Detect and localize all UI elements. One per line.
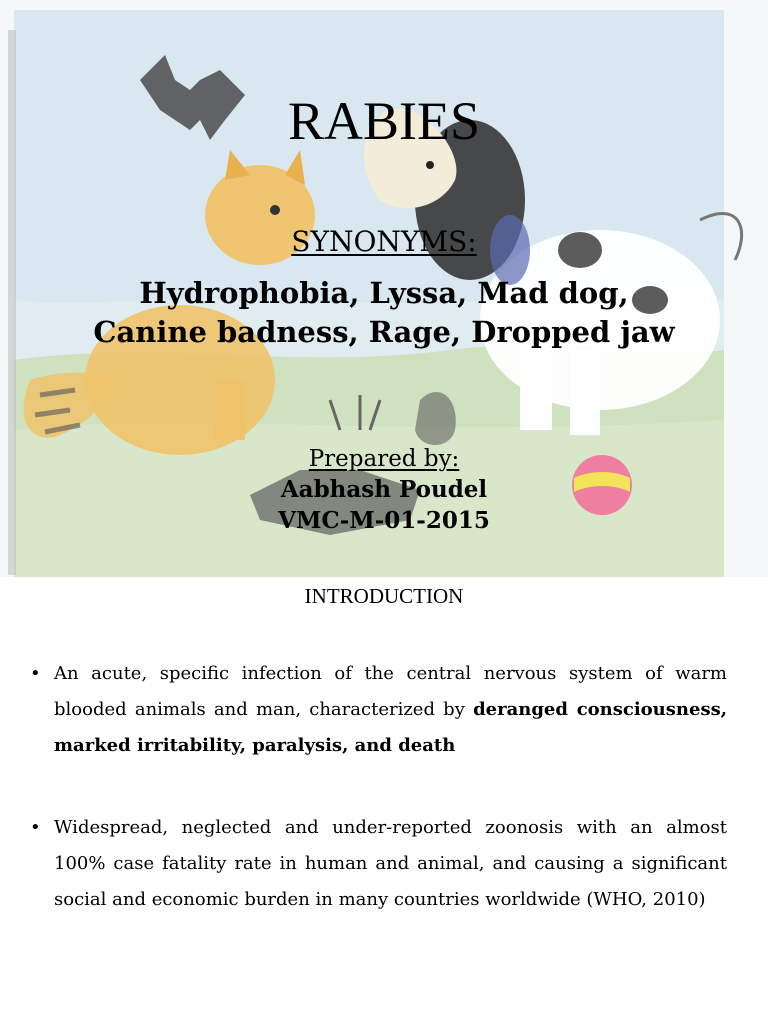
prepared-by-label: Prepared by: [308,446,460,472]
introduction-heading: INTRODUCTION [304,584,464,608]
list-item [30,656,727,764]
synonyms-line-1: Hydrophobia, Lyssa, Mad dog, [139,276,629,310]
bullet-text: An acute, specific infection of the central nervous system of warm blooded animals and man, characterized by [54,663,727,720]
bullet-bold-text: deranged consciousness, marked irritability, paralysis, and death [54,699,727,756]
bullet-icon: • [30,817,41,838]
slide-title: RABIES [287,91,481,151]
bullet-icon: • [30,663,41,684]
synonyms-heading: SYNONYMS: [291,225,477,258]
author-id: VMC-M-01-2015 [278,507,490,534]
synonyms-line-2: Canine badness, Rage, Dropped jaw [93,315,675,349]
bullet-text: Widespread, neglected and under-reported zoonosis with an almost 100% case fatality rate in human and animal, and causing a significant social and economic burden in many countries worldwide (WHO, 2010) [54,817,727,910]
author-name: Aabhash Poudel [280,476,488,503]
list-item [30,810,727,918]
